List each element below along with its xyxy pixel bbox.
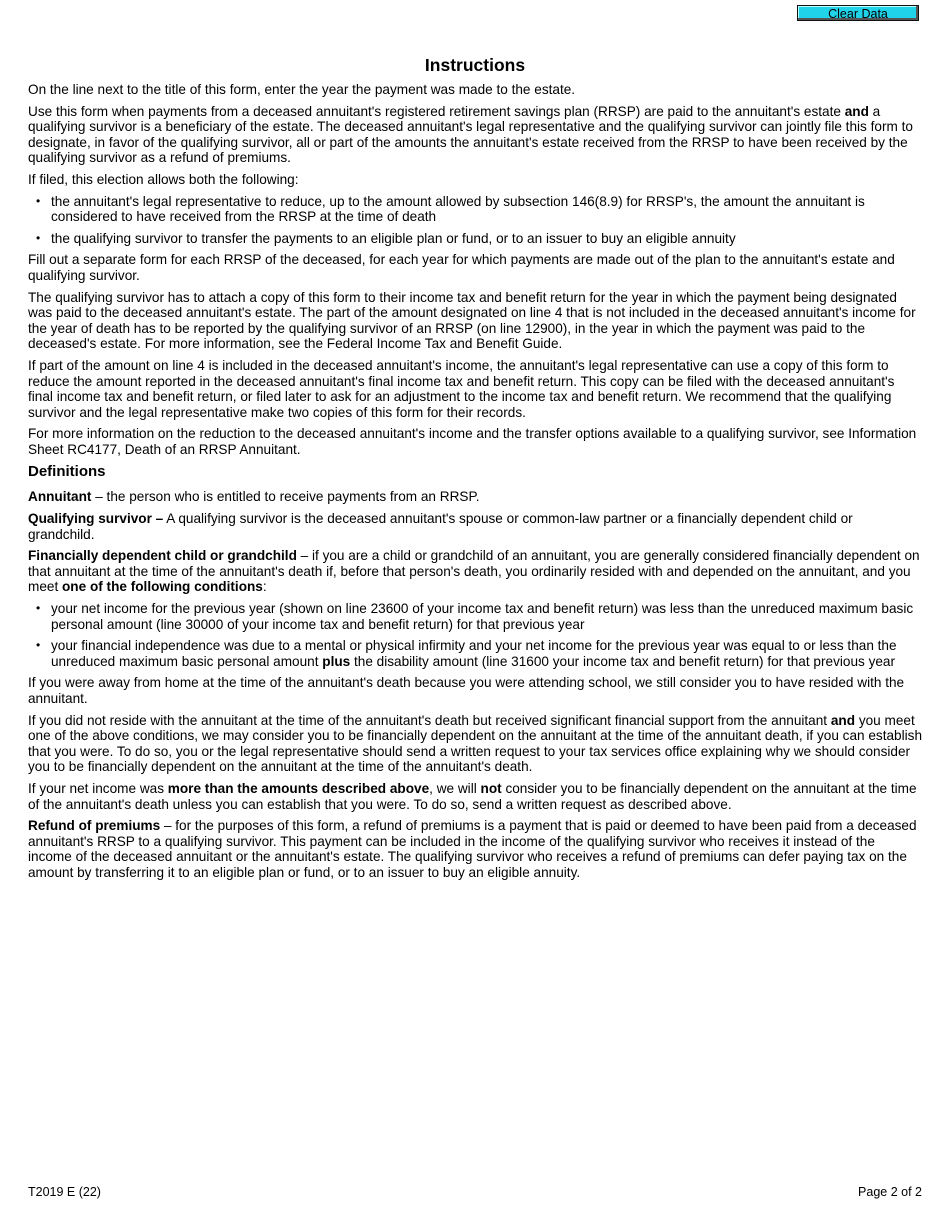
definition-annuitant: Annuitant – the person who is entitled to receive payments from an RRSP. (28, 489, 480, 505)
paragraph-year: On the line next to the title of this form, enter the year the payment was made to the estate. (28, 82, 576, 97)
definitions-heading: Definitions (28, 463, 106, 481)
paragraph-did-not-reside: If you did not reside with the annuitant at the time of the annuitant's death but received significant financial support from the annuitant and you meet one of the above conditions, we may consider you to be financially dependent on the annuitant at the time of the annuitant death, if you can establish that you were. To do so, you or the legal representative should send a written request to your tax services office explaining why we should consider you to be financially dependent on the annuitant at the time of the annuitant's death. (28, 712, 923, 775)
paragraph-away-from-home: If you were away from home at the time of the annuitant's death because you were attending school, we still consider you to have resided with the annuitant. (28, 675, 905, 706)
page-title: Instructions (424, 55, 526, 75)
paragraph-election: If filed, this election allows both the following: (28, 171, 299, 187)
page-number: Page 2 of 2 (858, 1185, 922, 1199)
conditions-list (28, 601, 922, 669)
paragraph-attach-copy: The qualifying survivor has to attach a copy of this form to their income tax and benefit return for the year in which the payment being designated was paid to the deceased annuitant's estate. The part of the amount designated on line 4 that is not included in the deceased annuitant's income for the year of death has to be reported by the qualifying survivor of an RRSP (on line 12900), in the year in which the payment was paid to the deceased's estate. For more information, see the Federal Income Tax and Benefit Guide. (28, 289, 916, 352)
clear-data-button[interactable]: Clear Data (797, 5, 919, 21)
paragraph-separate-form: Fill out a separate form for each RRSP of the deceased, for each year for which payments are made out of the plan to the annuitant's estate and qualifying survivor. (28, 252, 895, 283)
list-item: • the qualifying survivor to transfer the payments to an eligible plan or fund, or to an issuer to buy an eligible annuity (28, 231, 922, 247)
definition-qualifying-survivor: Qualifying survivor – A qualifying survivor is the deceased annuitant's spouse or common-law partner or a financially dependent child or grandchild. (28, 511, 853, 542)
election-list (28, 194, 922, 247)
paragraph-use: Use this form when payments from a deceased annuitant's registered retirement savings plan (RRSP) are paid to the annuitant's estate and a qualifying survivor is a beneficiary of the estate. The deceased annuitant's legal representative and the qualifying survivor can jointly file this form to designate, in favor of the qualifying survivor, all or part of the amounts the annuitant's estate received from the RRSP to have been received by the qualifying survivor as a refund of premiums. (28, 103, 913, 166)
instructions-body (28, 55, 922, 887)
list-item: • the annuitant's legal representative to reduce, up to the amount allowed by subsection 146(8.9) for RRSP's, the amount the annuitant is considered to have received from the RRSP at the time of death (28, 194, 922, 225)
list-item: • your financial independence was due to a mental or physical infirmity and your net income for the previous year was equal to or less than the unreduced maximum basic personal amount plus the disability amount (line 31600 your income tax and benefit return) for that previous year (28, 638, 922, 669)
definition-financially-dependent: Financially dependent child or grandchild – if you are a child or grandchild of an annuitant, you are generally considered financially dependent on that annuitant at the time of the annuitant's death if, before that person's death, you ordinarily resided with and depended on the annuitant, and you meet one of the following conditions: (28, 548, 920, 595)
form-identifier: T2019 E (22) (28, 1185, 101, 1199)
paragraph-more-info: For more information on the reduction to the deceased annuitant's income and the transfer options available to a qualifying survivor, see Information Sheet RC4177, Death of an RRSP Annuitant. (28, 426, 917, 457)
list-item: • your net income for the previous year (shown on line 23600 of your income tax and benefit return) was less than the unreduced maximum basic personal amount (line 30000 of your income tax and benefit return) for that previous year (28, 601, 922, 632)
paragraph-net-income: If your net income was more than the amounts described above, we will not consider you to be financially dependent on the annuitant at the time of the annuitant's death unless you can establish that you were. To do so, send a written request as described above. (28, 780, 917, 812)
paragraph-line4: If part of the amount on line 4 is included in the deceased annuitant's income, the annuitant's legal representative can use a copy of this form to reduce the amount reported in the deceased annuitant's final income tax and benefit return. This copy can be filed with the deceased annuitant's final income tax and benefit return, or filed later to ask for an adjustment to the income tax and benefit return. We recommend that the qualifying survivor and the legal representative make two copies of this form for their records. (28, 357, 895, 420)
definition-refund-of-premiums: Refund of premiums – for the purposes of this form, a refund of premiums is a payment that is paid or deemed to have been paid from a deceased annuitant's RRSP to a qualifying survivor. This payment can be included in the income of the qualifying survivor who receives it instead of the income of the deceased annuitant or the annuitant's estate. The qualifying survivor who receives a refund of premiums can defer paying tax on the amount by transferring it to an eligible plan or fund, or to an issuer to buy an eligible annuity. (28, 818, 917, 880)
